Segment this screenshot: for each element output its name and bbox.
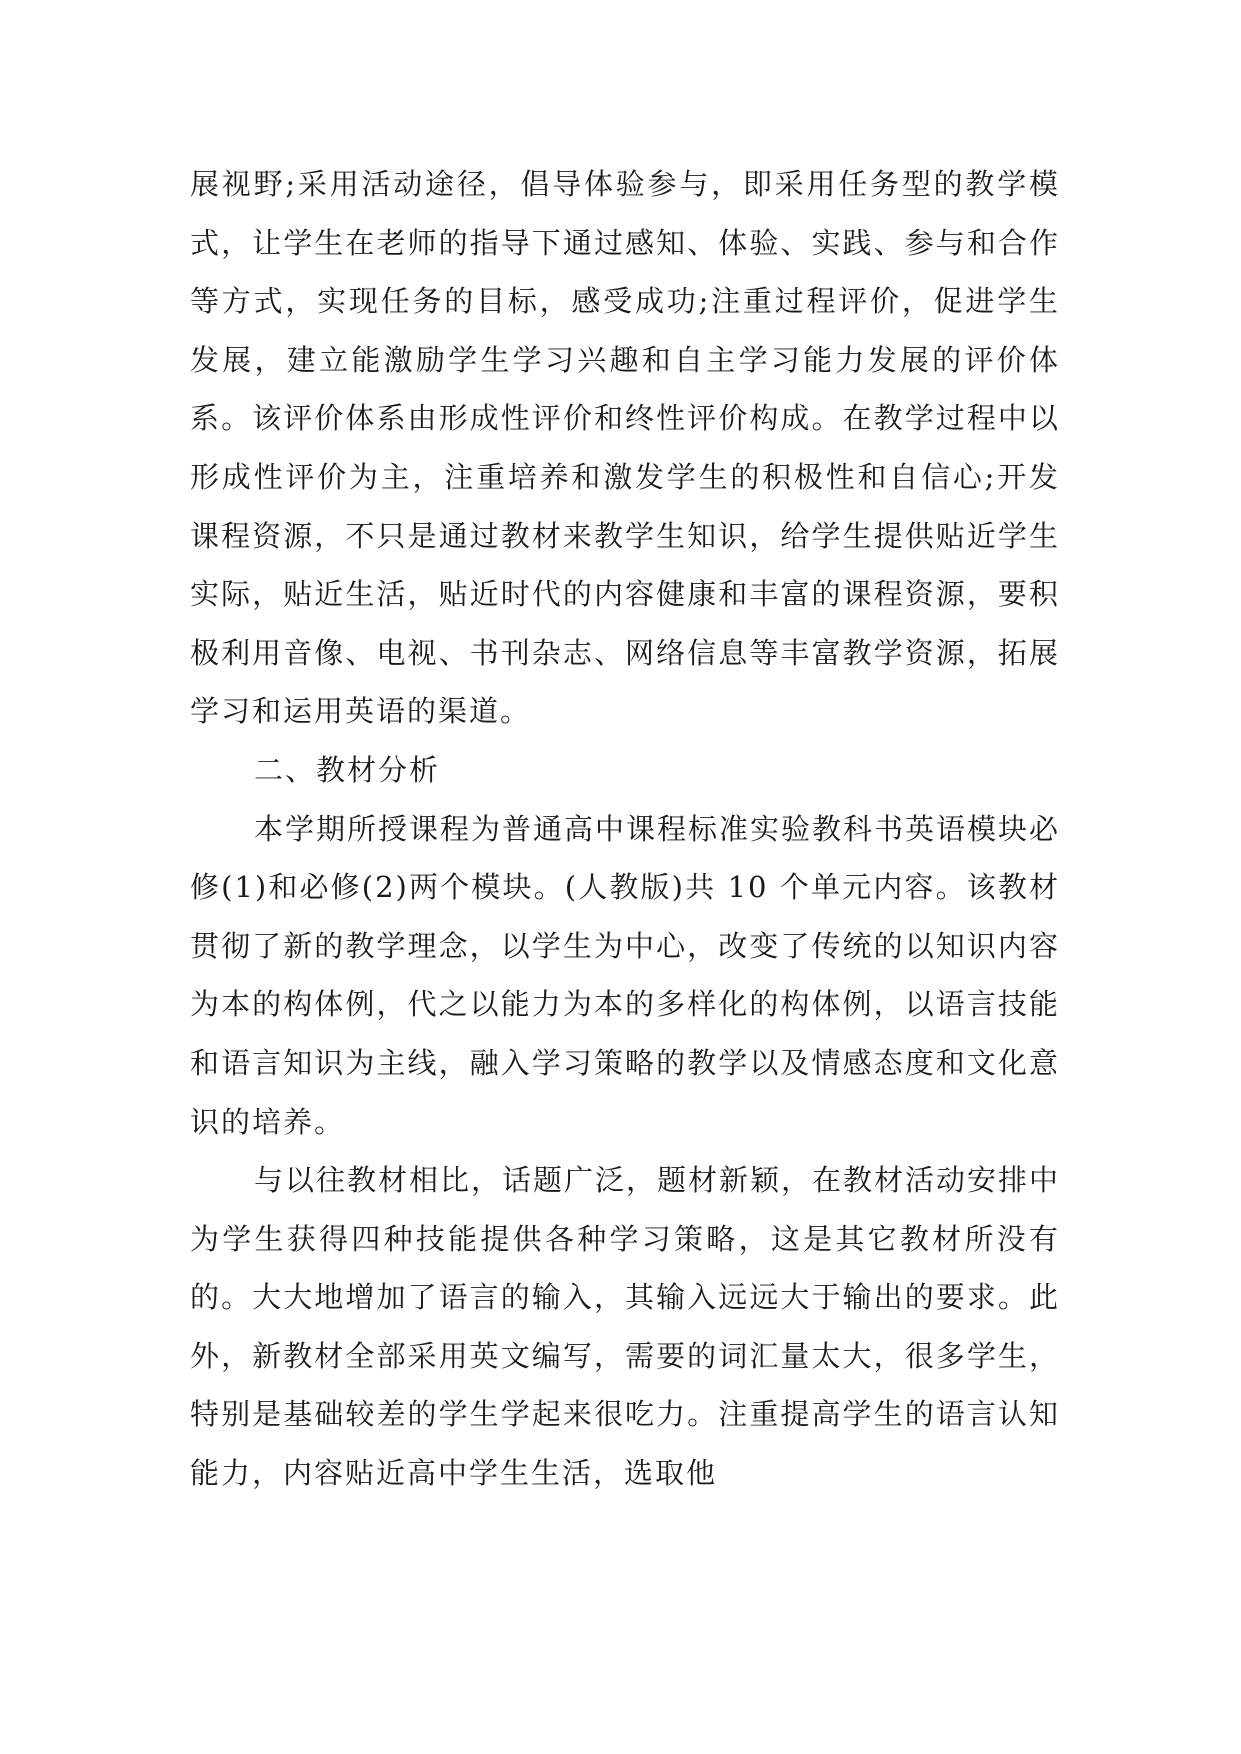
paragraph-textbook-intro: 本学期所授课程为普通高中课程标准实验教科书英语模块必修(1)和必修(2)两个模块。(人教版)共 10 个单元内容。该教材贯彻了新的教学理念，以学生为中心，改变了传统的以知识内容为本的构体例，代之以能力为本的多样化的构体例，以语言技能和语言知识为主线，融入学习策略的教学以及情感态度和文化意识的培养。 <box>190 811 1061 1139</box>
paragraph-continuation: 展视野;采用活动途径，倡导体验参与，即采用任务型的教学模式，让学生在老师的指导下通过感知、体验、实践、参与和合作等方式，实现任务的目标，感受成功;注重过程评价，促进学生发展，建立能激励学生学习兴趣和自主学习能力发展的评价体系。该评价体系由形成性评价和终性评价构成。在教学过程中以形成性评价为主，注重培养和激发学生的积极性和自信心;开发课程资源，不只是通过教材来教学生知识，给学生提供贴近学生实际，贴近生活，贴近时代的内容健康和丰富的课程资源，要积极利用音像、电视、书刊杂志、网络信息等丰富教学资源，拓展学习和运用英语的渠道。 <box>190 167 1060 729</box>
section-heading: 二、教材分析 <box>254 752 441 787</box>
paragraph-textbook-comparison: 与以往教材相比，话题广泛，题材新颖，在教材活动安排中为学生获得四种技能提供各种学习策略，这是其它教材所没有的。大大地增加了语言的输入，其输入远远大于输出的要求。此外，新教材全部采用英文编写，需要的词汇量太大，很多学生，特别是基础较差的学生学起来很吃力。注重提高学生的语言认知能力，内容贴近高中学生生活，选取他 <box>190 1163 1061 1491</box>
document-body <box>190 155 1060 1503</box>
